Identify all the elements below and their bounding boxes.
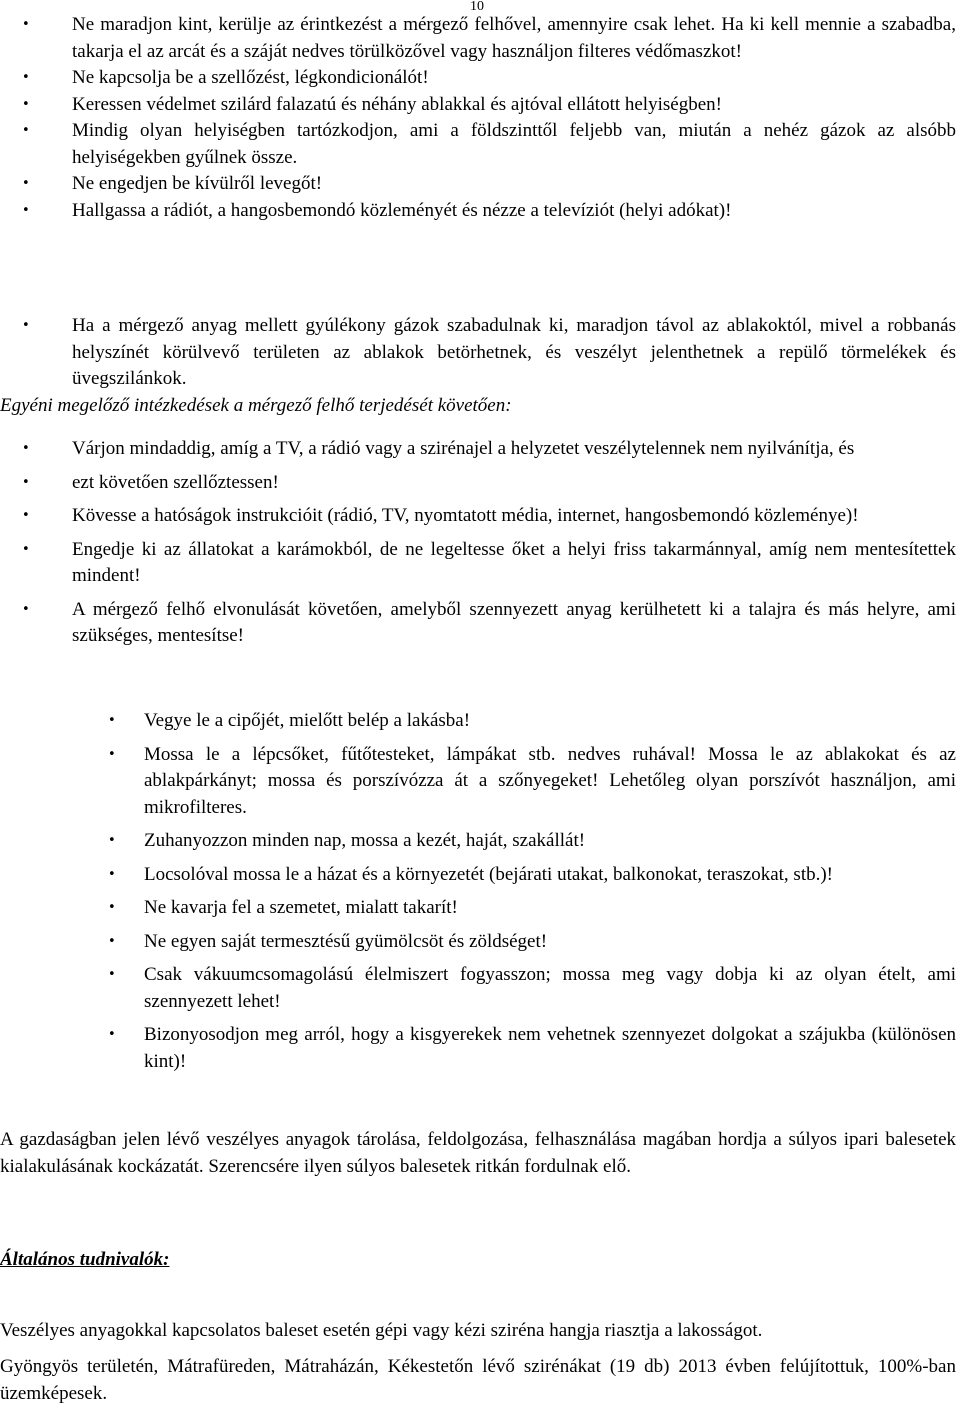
sublist-item: • Ne kavarja fel a szemetet, mialatt takarít! — [0, 895, 956, 922]
sublist-item: • Mossa le a lépcsőket, fűtőtesteket, lámpákat stb. nedves ruhával! Mossa le az ablakokat és az ablakpárkányt; mossa és porszívózza át a szőnyegeket! Lehetőleg olyan porszívót használjon, ami mikrofilteres. — [0, 742, 956, 822]
intro-paragraph: A gazdaságban jelen lévő veszélyes anyagok tárolása, feldolgozása, felhasználása magában hordja a súlyos ipari balesetek kialakulásának kockázatát. Szerencsére ilyen súlyos balesetek ritkán fordulnak elő. — [0, 1129, 956, 1177]
list-item: • Keressen védelmet szilárd falazatú és néhány ablakkal és ajtóval ellátott helyiségben! — [0, 92, 956, 119]
page-number: 10 — [470, 0, 484, 14]
flammable-gas-list — [0, 313, 956, 393]
siren-paragraph: Veszélyes anyagokkal kapcsolatos baleset esetén gépi vagy kézi sziréna hangja riasztja a lakosságot. — [0, 1320, 763, 1341]
list-item: • Ne kapcsolja be a szellőzést, légkondicionálót! — [0, 65, 956, 92]
after-cloud-heading: Egyéni megelőző intézkedések a mérgező felhő terjedését követően: — [0, 395, 512, 416]
gyongyos-paragraph-block — [0, 1354, 956, 1407]
sublist-item: • Ne egyen saját termesztésű gyümölcsöt és zöldséget! — [0, 929, 956, 956]
list-item: • Kövesse a hatóságok instrukcióit (rádió, TV, nyomtatott média, internet, hangosbemondó közleménye)! — [0, 503, 956, 530]
decontamination-sublist — [0, 708, 956, 1075]
list-item: • A mérgező felhő elvonulását követően, amelyből szennyezett anyag kerülhetett ki a talajra és más helyre, ami szükséges, mentesítse! — [0, 597, 956, 650]
sublist-item: • Bizonyosodjon meg arról, hogy a kisgyerekek nem vehetnek szennyezet dolgokat a szájukba (különösen kint)! — [0, 1022, 956, 1075]
sublist-item: • Vegye le a cipőjét, mielőtt belép a lakásba! — [0, 708, 956, 735]
list-item: • ezt követően szellőztessen! — [0, 470, 956, 497]
siren-paragraph-block — [0, 1318, 956, 1345]
intro-paragraph-block — [0, 1127, 956, 1180]
sublist-item: • Zuhanyozzon minden nap, mossa a kezét, haját, szakállát! — [0, 828, 956, 855]
sublist-item: • Csak vákuumcsomagolású élelmiszert fogyasszon; mossa meg vagy dobja ki az olyan ételt, ami szennyezett lehet! — [0, 962, 956, 1015]
section-heading-block — [0, 1247, 956, 1274]
list-item: • Ha a mérgező anyag mellett gyúlékony gázok szabadulnak ki, maradjon távol az ablakoktól, mivel a robbanás helyszínét körülvevő területen az ablakok betörhetnek, és veszélyt jelenthetnek a repülő törmelékek és üvegszilánkok. — [0, 313, 956, 393]
list-item: • Engedje ki az állatokat a karámokból, de ne legeltesse őket a helyi friss takarmánnyal, amíg nem mentesítettek mindent! — [0, 537, 956, 590]
sublist-item: • Locsolóval mossa le a házat és a környezetét (bejárati utakat, balkonokat, teraszokat, stb.)! — [0, 862, 956, 889]
list-item: • Várjon mindaddig, amíg a TV, a rádió vagy a szirénajel a helyzetet veszélytelennek nem nyilvánítja, és — [0, 436, 956, 463]
section-heading: Általános tudnivalók: — [0, 1249, 170, 1270]
list-item: • Ne maradjon kint, kerülje az érintkezést a mérgező felhővel, amennyire csak lehet. Ha ki kell mennie a szabadba, takarja el az arcát és a száját nedves törülközővel vagy használjon filteres védőmaszkot! — [0, 12, 956, 65]
gyongyos-paragraph: Gyöngyös területén, Mátrafüreden, Mátraházán, Kékestetőn lévő szirénákat (19 db) 2013 évben felújítottuk, 100%-ban üzemképesek. — [0, 1356, 956, 1404]
list-item: • Hallgassa a rádiót, a hangosbemondó közleményét és nézze a televíziót (helyi adókat)! — [0, 198, 956, 225]
list-item: • Ne engedjen be kívülről levegőt! — [0, 171, 956, 198]
after-cloud-list — [0, 436, 956, 650]
after-cloud-heading-block — [0, 393, 956, 420]
protection-list — [0, 12, 956, 224]
list-item: • Mindig olyan helyiségben tartózkodjon, ami a földszinttől feljebb van, miután a nehéz gázok az alsóbb helyiségekben gyűlnek össze. — [0, 118, 956, 171]
